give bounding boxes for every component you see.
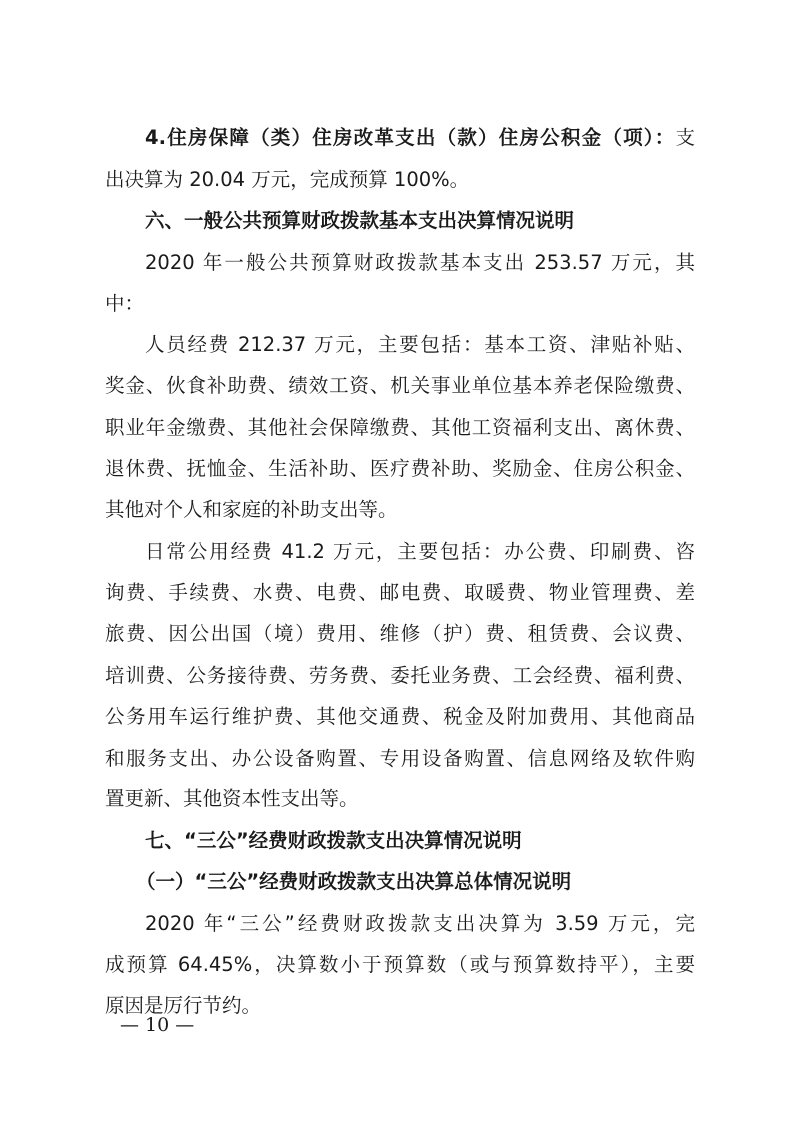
personnel-line-3: 职业年金缴费、其他社会保障缴费、其他工资福利支出、离休费、 [105, 416, 695, 439]
page-number: — 10 — [120, 1014, 195, 1036]
public-line-3: 旅费、因公出国（境）费用、维修（护）费、租赁费、会议费、 [105, 622, 695, 645]
section7-heading: 七、“三公”经费财政拨款支出决算情况说明 [145, 829, 522, 852]
personnel-line-2: 奖金、伙食补助费、绩效工资、机关事业单位基本养老保险缴费、 [105, 374, 695, 397]
public-line-4: 培训费、公务接待费、劳务费、委托业务费、工会经费、福利费、 [105, 664, 695, 687]
public-line-5: 公务用车运行维护费、其他交通费、税金及附加费用、其他商品 [105, 705, 695, 728]
section7-body-line-2: 成预算 64.45%，决算数小于预算数（或与预算数持平），主要 [105, 953, 695, 976]
personnel-line-1: 人员经费 212.37 万元，主要包括：基本工资、津贴补贴、 [145, 333, 695, 356]
section6-intro-line-2: 中： [105, 292, 145, 315]
section7-subheading: （一）“三公”经费财政拨款支出决算总体情况说明 [136, 870, 572, 893]
item4-line-2: 出决算为 20.04 万元，完成预算 100%。 [105, 168, 470, 191]
public-line-7: 置更新、其他资本性支出等。 [105, 787, 359, 810]
item4-label: 4.住房保障（类）住房改革支出（款）住房公积金（项）： [145, 126, 676, 149]
personnel-line-5: 其他对个人和家庭的补助支出等。 [105, 498, 398, 521]
item4-line-1 [145, 118, 695, 158]
section6-intro-line-1: 2020 年一般公共预算财政拨款基本支出 253.57 万元，其 [145, 251, 695, 274]
section7-body-line-3: 原因是厉行节约。 [105, 994, 262, 1017]
personnel-line-4: 退休费、抚恤金、生活补助、医疗费补助、奖励金、住房公积金、 [105, 457, 695, 480]
public-line-2: 询费、手续费、水费、电费、邮电费、取暖费、物业管理费、差 [105, 581, 695, 604]
section7-body-line-1: 2020 年“三公”经费财政拨款支出决算为 3.59 万元，完 [145, 912, 695, 935]
public-line-6: 和服务支出、办公设备购置、专用设备购置、信息网络及软件购 [105, 747, 695, 770]
section6-heading: 六、一般公共预算财政拨款基本支出决算情况说明 [145, 209, 575, 232]
item4-line1-rest: 支 [675, 126, 695, 149]
public-line-1: 日常公用经费 41.2 万元，主要包括：办公费、印刷费、咨 [145, 540, 695, 563]
